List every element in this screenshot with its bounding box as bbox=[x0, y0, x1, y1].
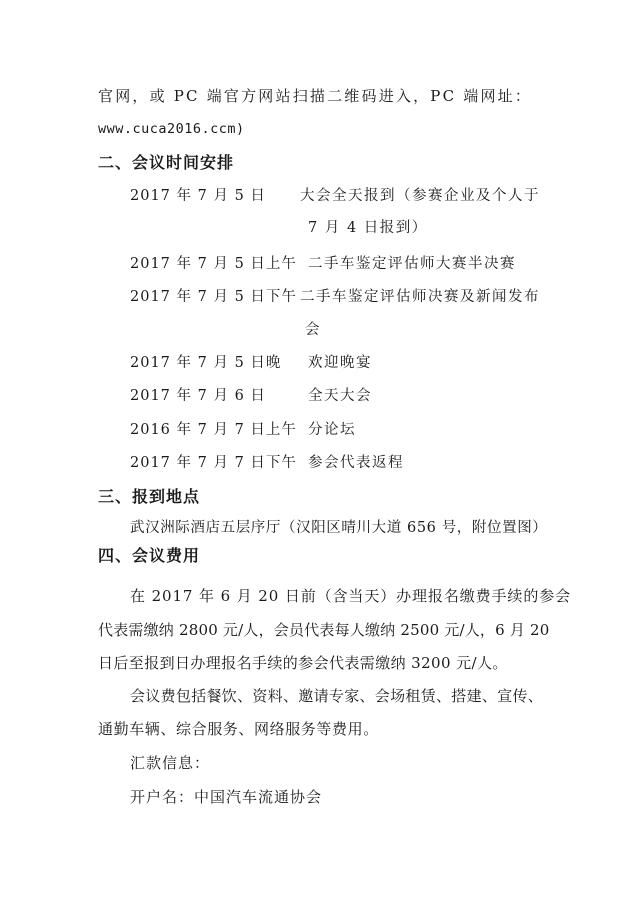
intro-line-2: www.cuca2016.ccm) bbox=[98, 121, 245, 137]
schedule-date: 2017 年 7 月 6 日 bbox=[130, 388, 266, 404]
schedule-event: 欢迎晚宴 bbox=[308, 355, 372, 371]
fee-line: 在 2017 年 6 月 20 日前（含当天）办理报名缴费手续的参会 bbox=[130, 587, 572, 605]
account-name: 开户名：中国汽车流通协会 bbox=[130, 788, 323, 806]
schedule-event-cont: 7 月 4 日报到） bbox=[308, 220, 428, 236]
schedule-event: 二手车鉴定评估师大赛半决赛 bbox=[308, 256, 516, 272]
schedule-date: 2017 年 7 月 7 日下午 bbox=[130, 455, 297, 471]
remit-info-label: 汇款信息： bbox=[130, 754, 211, 772]
schedule-date: 2017 年 7 月 5 日 bbox=[130, 188, 266, 204]
fee-line: 代表需缴纳 2800 元/人，会员代表每人缴纳 2500 元/人，6 月 20 bbox=[98, 621, 550, 639]
schedule-event: 参会代表返程 bbox=[308, 455, 404, 471]
schedule-event: 大会全天报到（参赛企业及个人于 bbox=[300, 188, 540, 204]
venue-address: 武汉洲际酒店五层序厅（汉阳区晴川大道 656 号，附位置图） bbox=[130, 520, 548, 536]
schedule-event-cont: 会 bbox=[305, 322, 321, 338]
section-3-heading: 三、报到地点 bbox=[98, 487, 201, 506]
schedule-event: 全天大会 bbox=[308, 388, 372, 404]
schedule-event: 二手车鉴定评估师决赛及新闻发布 bbox=[300, 289, 540, 305]
schedule-date: 2017 年 7 月 5 日晚 bbox=[130, 355, 282, 371]
schedule-date: 2017 年 7 月 5 日下午 bbox=[130, 289, 297, 305]
fee-includes-line: 会议费包括餐饮、资料、邀请专家、会场租赁、搭建、宣传、 bbox=[130, 687, 544, 705]
intro-line-1: 官网，或 PC 端官方网站扫描二维码进入，PC 端网址： bbox=[98, 87, 533, 105]
section-4-heading: 四、会议费用 bbox=[98, 546, 201, 565]
schedule-event: 分论坛 bbox=[308, 422, 356, 438]
fee-includes-line: 通勤车辆、综合服务、网络服务等费用。 bbox=[98, 720, 379, 738]
schedule-date: 2016 年 7 月 7 日上午 bbox=[130, 422, 297, 438]
schedule-date: 2017 年 7 月 5 日上午 bbox=[130, 256, 297, 272]
fee-line: 日后至报到日办理报名手续的参会代表需缴纳 3200 元/人。 bbox=[98, 654, 508, 672]
section-2-heading: 二、会议时间安排 bbox=[98, 153, 235, 172]
